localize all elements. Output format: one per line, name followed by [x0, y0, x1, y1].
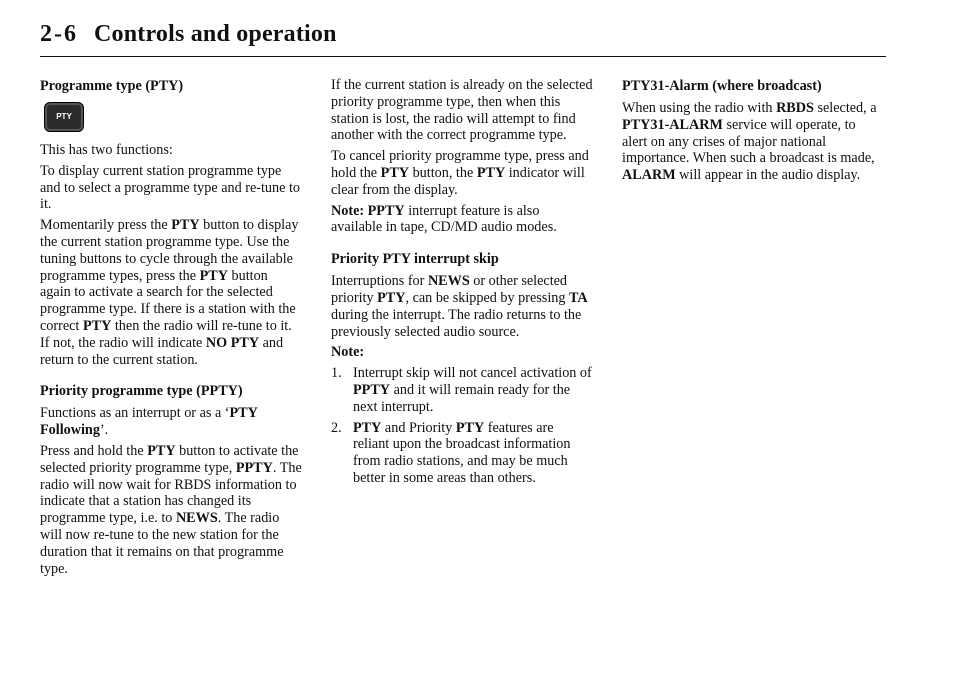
- page-header: [40, 19, 886, 57]
- header-rule: [40, 56, 886, 57]
- note-list: [331, 365, 593, 487]
- list-item: 1. Interrupt skip will not cancel activation of PPTY and it will remain ready for the next interrupt.: [331, 365, 592, 415]
- note-paragraph: Note: PPTY interrupt feature is also available in tape, CD/MD audio modes.: [331, 202, 557, 236]
- section-number: 2-6: [40, 21, 78, 47]
- paragraph: This has two functions:: [40, 142, 173, 158]
- column-1: [40, 77, 302, 581]
- column-3: [622, 77, 884, 188]
- column-2: [331, 77, 593, 491]
- heading-priority-programme-type: Priority programme type (PPTY): [40, 383, 243, 400]
- pty-button-icon: [44, 102, 84, 132]
- paragraph: Interruptions for NEWS or other selected priority PTY, can be skipped by pressing TA during the interrupt. The radio returns to the previously selected audio source.: [331, 273, 588, 340]
- pty-button-label: PTY: [56, 111, 72, 121]
- paragraph: To cancel priority programme type, press and hold the PTY button, the PTY indicator will clear from the display.: [331, 148, 589, 198]
- paragraph: Press and hold the PTY button to activate the selected priority programme type, PPTY. The radio will now wait for RBDS information to indicate that a station has changed its programme type, i.e. to NEWS. The radio will now re-tune to the new station for the duration that it remains on that programme type.: [40, 442, 302, 577]
- heading-pty31-alarm: PTY31-Alarm (where broadcast): [622, 78, 822, 94]
- paragraph: Functions as an interrupt or as a ‘PTY Following’.: [40, 405, 258, 439]
- page-title: [40, 19, 886, 49]
- list-item: 2. PTY and Priority PTY features are reliant upon the broadcast information from radio stations, and may be much better in some areas than others.: [331, 419, 571, 486]
- paragraph: If the current station is already on the selected priority programme type, then when this station is lost, the radio will attempt to find another with the correct programme type.: [331, 77, 593, 144]
- paragraph: Momentarily press the PTY button to display the current station programme type. Use the tuning buttons to cycle through the available programme types, press the PTY button again to activate a search for the selected programme type. If there is a station with the correct PTY then the radio will re-tune to it. If not, the radio will indicate NO PTY and return to the current station.: [40, 217, 299, 368]
- paragraph: To display current station programme type and to select a programme type and re-tune to it.: [40, 162, 301, 213]
- heading-interrupt-skip: Priority PTY interrupt skip: [331, 251, 499, 268]
- note-label: Note:: [331, 344, 365, 361]
- heading-programme-type: Programme type (PTY): [40, 78, 184, 94]
- section-title: Controls and operation: [94, 21, 337, 47]
- paragraph: When using the radio with RBDS selected, a PTY31-ALARM service will operate, to alert on any crises of major national importance. When such a broadcast is made, ALARM will appear in the audio display.: [622, 100, 877, 184]
